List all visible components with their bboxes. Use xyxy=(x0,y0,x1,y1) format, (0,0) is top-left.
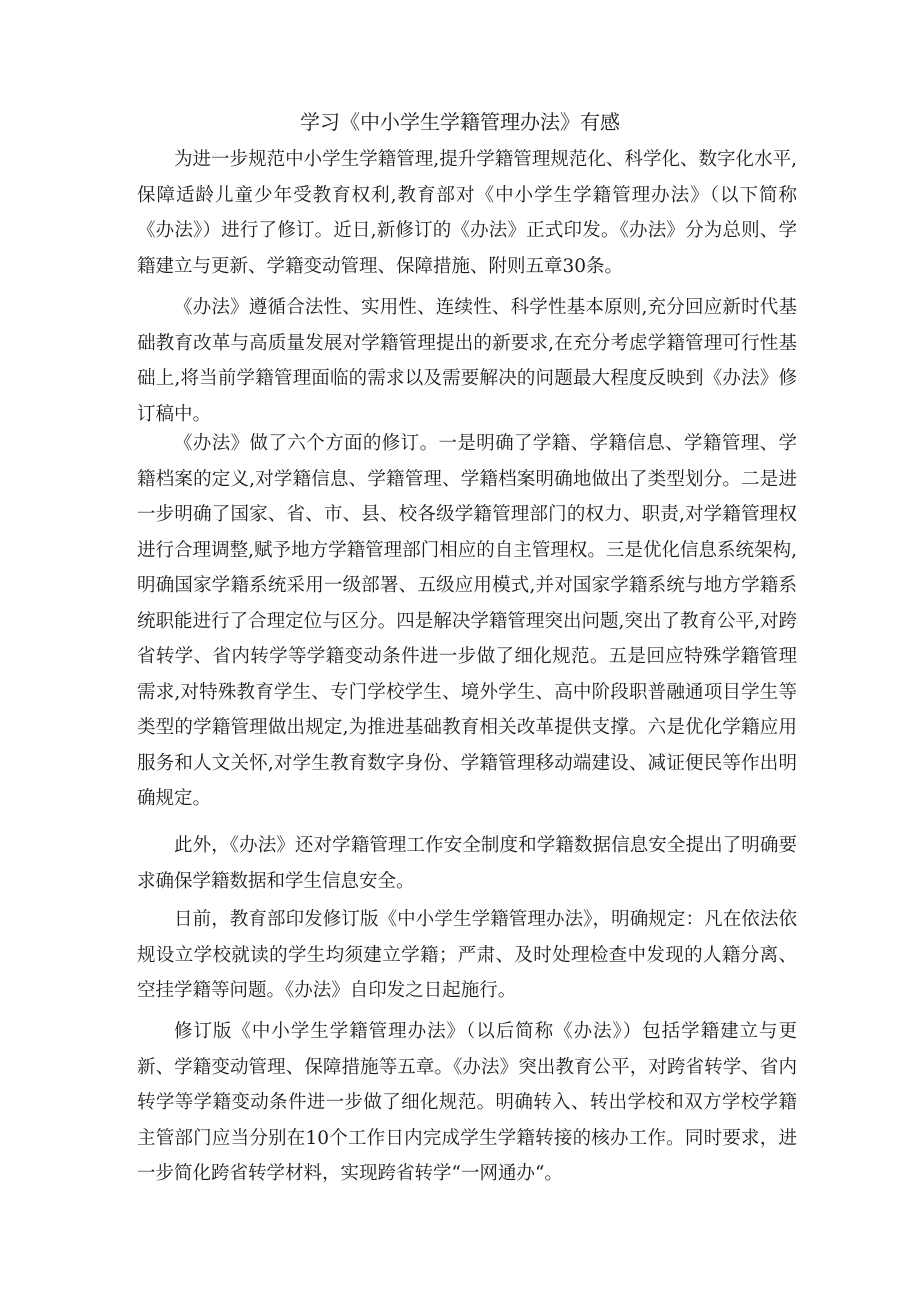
paragraph-4: 此外，《办法》还对学籍管理工作安全制度和学籍数据信息安全提出了明确要求确保学籍数据和学生信息安全。 xyxy=(137,835,797,892)
paragraph-5: 日前，教育部印发修订版《中小学生学籍管理办法》，明确规定：凡在依法依规设立学校就读的学生均须建立学籍；严肃、及时处理检查中发现的人籍分离、空挂学籍等问题。《办法》自印发之日起施行。 xyxy=(137,909,797,1001)
paragraph-1: 为进一步规范中小学生学籍管理,提升学籍管理规范化、科学化、数字化水平,保障适龄儿童少年受教育权利,教育部对《中小学生学籍管理办法》（以下简称《办法》）进行了修订。近日,新修订的《办法》正式印发。《办法》分为总则、学籍建立与更新、学籍变动管理、保障措施、附则五章30条。 xyxy=(137,149,797,277)
paragraph-2: 《办法》遵循合法性、实用性、连续性、科学性基本原则,充分回应新时代基础教育改革与高质量发展对学籍管理提出的新要求,在充分考虑学籍管理可行性基础上,将当前学籍管理面临的需求以及需要解决的问题最大程度反映到《办法》修订稿中。 xyxy=(137,297,797,425)
document-title: 学习《中小学生学籍管理办法》有感 xyxy=(300,110,620,134)
paragraph-6: 修订版《中小学生学籍管理办法》（以后简称《办法》）包括学籍建立与更新、学籍变动管理、保障措施等五章。《办法》突出教育公平，对跨省转学、省内转学等学籍变动条件进一步做了细化规范。明确转入、转出学校和双方学校学籍主管部门应当分别在10个工作日内完成学生学籍转接的核办工作。同时要求，进一步简化跨省转学材料，实现跨省转学“一网通办“。 xyxy=(137,1021,797,1184)
paragraph-3: 《办法》做了六个方面的修订。一是明确了学籍、学籍信息、学籍管理、学籍档案的定义,对学籍信息、学籍管理、学籍档案明确地做出了类型划分。二是进一步明确了国家、省、市、县、校各级学籍管理部门的权力、职责,对学籍管理权进行合理调整,赋予地方学籍管理部门相应的自主管理权。三是优化信息系统架构,明确国家学籍系统采用一级部署、五级应用模式,并对国家学籍系统与地方学籍系统职能进行了合理定位与区分。四是解决学籍管理突出问题,突出了教育公平,对跨省转学、省内转学等学籍变动条件进一步做了细化规范。五是回应特殊学籍管理需求,对特殊教育学生、专门学校学生、境外学生、高中阶段职普融通项目学生等类型的学籍管理做出规定,为推进基础教育相关改革提供支撑。六是优化学籍应用服务和人文关怀,对学生教育数字身份、学籍管理移动端建设、减证便民等作出明确规定。 xyxy=(137,433,797,809)
